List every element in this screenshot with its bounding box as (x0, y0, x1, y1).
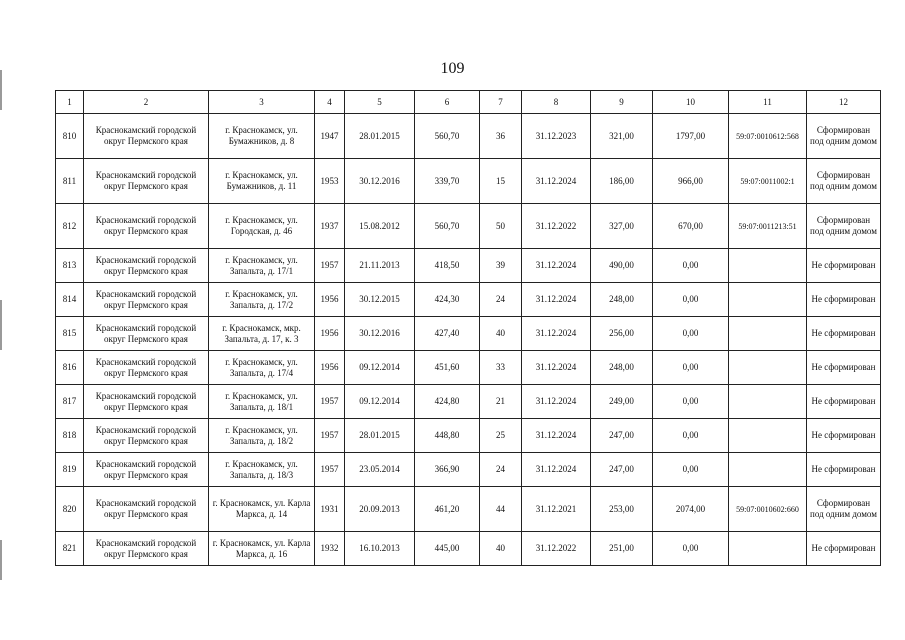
cell-cadastral (729, 532, 807, 566)
cell-land-value: 0,00 (653, 385, 729, 419)
column-header: 12 (807, 91, 881, 114)
scan-edge-mark (0, 540, 2, 580)
table-body (56, 114, 881, 566)
cell-cadastral: 59:07:0010602:660 (729, 487, 807, 532)
cell-land-area: 247,00 (591, 453, 653, 487)
cell-status: Не сформирован (807, 283, 881, 317)
cell-number: 814 (56, 283, 84, 317)
cell-land-area: 256,00 (591, 317, 653, 351)
column-header: 4 (315, 91, 345, 114)
cell-cadastral (729, 283, 807, 317)
cell-area: 448,80 (415, 419, 480, 453)
cell-year: 1953 (315, 159, 345, 204)
scan-edge-mark (0, 300, 2, 350)
cell-year: 1931 (315, 487, 345, 532)
cell-number: 810 (56, 114, 84, 159)
cell-status: Не сформирован (807, 453, 881, 487)
cell-municipality: Краснокамский городской округ Пермского края (84, 317, 209, 351)
cell-municipality: Краснокамский городской округ Пермского края (84, 204, 209, 249)
cell-address: г. Краснокамск, ул. Запальта, д. 17/2 (209, 283, 315, 317)
cell-number: 811 (56, 159, 84, 204)
cell-year: 1957 (315, 419, 345, 453)
cell-address: г. Краснокамск, ул. Карла Маркса, д. 16 (209, 532, 315, 566)
cell-address: г. Краснокамск, ул. Бумажников, д. 8 (209, 114, 315, 159)
cell-deadline: 31.12.2024 (522, 419, 591, 453)
column-header: 8 (522, 91, 591, 114)
cell-land-area: 248,00 (591, 283, 653, 317)
cell-deadline: 31.12.2022 (522, 204, 591, 249)
cell-area: 424,80 (415, 385, 480, 419)
cell-cadastral (729, 249, 807, 283)
cell-number: 815 (56, 317, 84, 351)
cell-number: 820 (56, 487, 84, 532)
cell-date: 28.01.2015 (345, 114, 415, 159)
cell-residents: 39 (480, 249, 522, 283)
cell-number: 819 (56, 453, 84, 487)
cell-year: 1932 (315, 532, 345, 566)
cell-residents: 21 (480, 385, 522, 419)
cell-municipality: Краснокамский городской округ Пермского края (84, 385, 209, 419)
cell-municipality: Краснокамский городской округ Пермского края (84, 249, 209, 283)
cell-municipality: Краснокамский городской округ Пермского края (84, 114, 209, 159)
cell-deadline: 31.12.2024 (522, 317, 591, 351)
cell-status: Не сформирован (807, 385, 881, 419)
cell-area: 427,40 (415, 317, 480, 351)
cell-municipality: Краснокамский городской округ Пермского края (84, 351, 209, 385)
cell-date: 23.05.2014 (345, 453, 415, 487)
cell-deadline: 31.12.2021 (522, 487, 591, 532)
table-row (56, 487, 881, 532)
cell-land-value: 670,00 (653, 204, 729, 249)
table-row (56, 351, 881, 385)
cell-cadastral (729, 385, 807, 419)
cell-residents: 40 (480, 317, 522, 351)
cell-deadline: 31.12.2023 (522, 114, 591, 159)
cell-cadastral: 59:07:0010612:568 (729, 114, 807, 159)
cell-number: 816 (56, 351, 84, 385)
column-header: 9 (591, 91, 653, 114)
table-row (56, 114, 881, 159)
cell-land-area: 321,00 (591, 114, 653, 159)
cell-cadastral (729, 419, 807, 453)
cell-residents: 40 (480, 532, 522, 566)
cell-land-value: 1797,00 (653, 114, 729, 159)
cell-date: 28.01.2015 (345, 419, 415, 453)
cell-status: Не сформирован (807, 532, 881, 566)
cell-deadline: 31.12.2024 (522, 385, 591, 419)
cell-status: Сформирован под одним домом (807, 159, 881, 204)
cell-area: 424,30 (415, 283, 480, 317)
cell-land-value: 2074,00 (653, 487, 729, 532)
cell-year: 1957 (315, 385, 345, 419)
cell-municipality: Краснокамский городской округ Пермского края (84, 283, 209, 317)
cell-residents: 24 (480, 283, 522, 317)
cell-status: Не сформирован (807, 351, 881, 385)
cell-land-area: 253,00 (591, 487, 653, 532)
cell-address: г. Краснокамск, ул. Запальта, д. 17/1 (209, 249, 315, 283)
cell-residents: 44 (480, 487, 522, 532)
cell-status: Не сформирован (807, 317, 881, 351)
cell-land-value: 0,00 (653, 317, 729, 351)
column-header: 5 (345, 91, 415, 114)
cell-year: 1956 (315, 351, 345, 385)
cell-area: 445,00 (415, 532, 480, 566)
cell-municipality: Краснокамский городской округ Пермского края (84, 487, 209, 532)
cell-address: г. Краснокамск, ул. Запальта, д. 17/4 (209, 351, 315, 385)
cell-residents: 36 (480, 114, 522, 159)
cell-residents: 25 (480, 419, 522, 453)
cell-deadline: 31.12.2024 (522, 351, 591, 385)
cell-number: 821 (56, 532, 84, 566)
cell-address: г. Краснокамск, ул. Карла Маркса, д. 14 (209, 487, 315, 532)
cell-year: 1957 (315, 249, 345, 283)
cell-area: 560,70 (415, 114, 480, 159)
column-header: 7 (480, 91, 522, 114)
cell-address: г. Краснокамск, мкр. Запальта, д. 17, к. 3 (209, 317, 315, 351)
cell-cadastral: 59:07:0011213:51 (729, 204, 807, 249)
cell-date: 30.12.2016 (345, 159, 415, 204)
column-header: 10 (653, 91, 729, 114)
cell-date: 30.12.2015 (345, 283, 415, 317)
table-row (56, 159, 881, 204)
cell-land-value: 0,00 (653, 249, 729, 283)
cell-number: 817 (56, 385, 84, 419)
cell-date: 09.12.2014 (345, 385, 415, 419)
cell-address: г. Краснокамск, ул. Запальта, д. 18/3 (209, 453, 315, 487)
cell-municipality: Краснокамский городской округ Пермского края (84, 159, 209, 204)
cell-address: г. Краснокамск, ул. Бумажников, д. 11 (209, 159, 315, 204)
cell-area: 418,50 (415, 249, 480, 283)
cell-land-area: 247,00 (591, 419, 653, 453)
cell-address: г. Краснокамск, ул. Запальта, д. 18/1 (209, 385, 315, 419)
cell-municipality: Краснокамский городской округ Пермского края (84, 532, 209, 566)
cell-municipality: Краснокамский городской округ Пермского края (84, 419, 209, 453)
cell-cadastral (729, 453, 807, 487)
cell-deadline: 31.12.2024 (522, 453, 591, 487)
cell-area: 560,70 (415, 204, 480, 249)
page-number: 109 (440, 60, 465, 77)
cell-number: 818 (56, 419, 84, 453)
table-row (56, 453, 881, 487)
cell-status: Сформирован под одним домом (807, 487, 881, 532)
cell-status: Не сформирован (807, 419, 881, 453)
cell-land-area: 490,00 (591, 249, 653, 283)
cell-land-area: 186,00 (591, 159, 653, 204)
cell-number: 813 (56, 249, 84, 283)
cell-land-value: 966,00 (653, 159, 729, 204)
cell-cadastral: 59:07:0011002:1 (729, 159, 807, 204)
cell-area: 366,90 (415, 453, 480, 487)
cell-cadastral (729, 351, 807, 385)
table-row (56, 317, 881, 351)
cell-year: 1937 (315, 204, 345, 249)
cell-deadline: 31.12.2024 (522, 283, 591, 317)
column-header: 1 (56, 91, 84, 114)
cell-date: 30.12.2016 (345, 317, 415, 351)
column-header: 6 (415, 91, 480, 114)
column-header: 2 (84, 91, 209, 114)
cell-land-value: 0,00 (653, 351, 729, 385)
cell-residents: 24 (480, 453, 522, 487)
cell-deadline: 31.12.2022 (522, 532, 591, 566)
cell-date: 16.10.2013 (345, 532, 415, 566)
cell-land-value: 0,00 (653, 283, 729, 317)
cell-address: г. Краснокамск, ул. Городская, д. 46 (209, 204, 315, 249)
table-row (56, 532, 881, 566)
cell-area: 451,60 (415, 351, 480, 385)
cell-area: 339,70 (415, 159, 480, 204)
cell-deadline: 31.12.2024 (522, 249, 591, 283)
cell-date: 20.09.2013 (345, 487, 415, 532)
cell-land-area: 249,00 (591, 385, 653, 419)
header-row (56, 91, 881, 114)
cell-date: 15.08.2012 (345, 204, 415, 249)
cell-residents: 50 (480, 204, 522, 249)
cell-cadastral (729, 317, 807, 351)
cell-municipality: Краснокамский городской округ Пермского края (84, 453, 209, 487)
cell-status: Сформирован под одним домом (807, 204, 881, 249)
cell-residents: 15 (480, 159, 522, 204)
cell-land-value: 0,00 (653, 453, 729, 487)
cell-area: 461,20 (415, 487, 480, 532)
cell-date: 09.12.2014 (345, 351, 415, 385)
cell-address: г. Краснокамск, ул. Запальта, д. 18/2 (209, 419, 315, 453)
cell-number: 812 (56, 204, 84, 249)
registry-table (55, 90, 881, 566)
cell-land-area: 248,00 (591, 351, 653, 385)
cell-land-area: 327,00 (591, 204, 653, 249)
table-row (56, 385, 881, 419)
cell-status: Сформирован под одним домом (807, 114, 881, 159)
table-row (56, 419, 881, 453)
cell-land-area: 251,00 (591, 532, 653, 566)
cell-year: 1947 (315, 114, 345, 159)
cell-deadline: 31.12.2024 (522, 159, 591, 204)
cell-residents: 33 (480, 351, 522, 385)
column-header: 11 (729, 91, 807, 114)
cell-year: 1956 (315, 317, 345, 351)
cell-land-value: 0,00 (653, 532, 729, 566)
table-row (56, 204, 881, 249)
cell-year: 1957 (315, 453, 345, 487)
table-row (56, 283, 881, 317)
cell-date: 21.11.2013 (345, 249, 415, 283)
cell-land-value: 0,00 (653, 419, 729, 453)
cell-year: 1956 (315, 283, 345, 317)
cell-status: Не сформирован (807, 249, 881, 283)
table-row (56, 249, 881, 283)
column-header: 3 (209, 91, 315, 114)
